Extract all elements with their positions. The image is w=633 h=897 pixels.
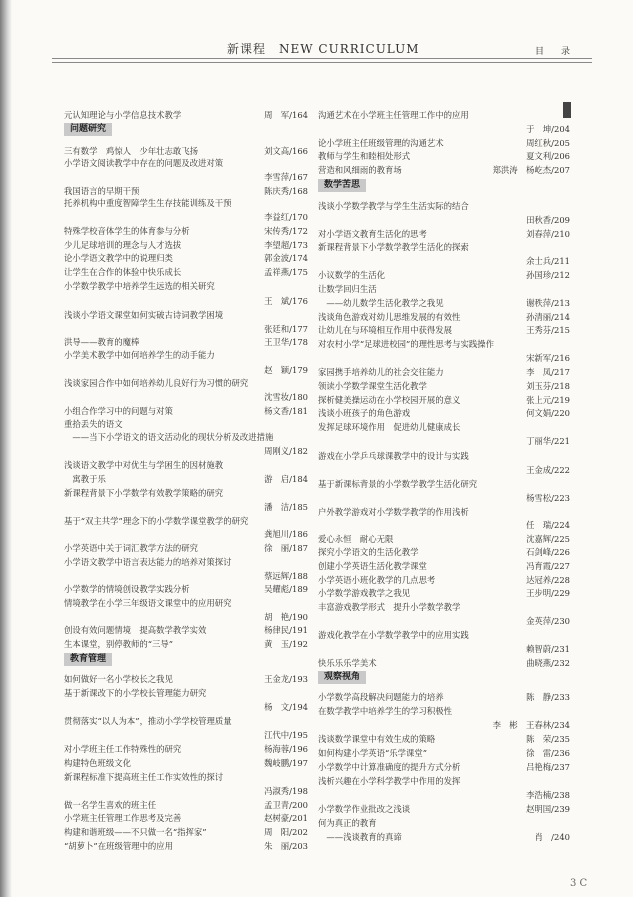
toc-entry-title: 快乐乐乐学美术: [318, 658, 377, 668]
toc-entry-author-page: 冯淑秀/198: [264, 786, 308, 796]
toc-entry-author-page: 石剑峰/226: [526, 547, 570, 557]
toc-entry-author-page: 陈 荣/235: [526, 734, 570, 744]
toc-entry-author-page: 孙国珍/212: [526, 270, 570, 280]
toc-entry-author-page: 吕艳梅/237: [526, 762, 570, 772]
page-header-title: 新课程 NEW CURRICULUM: [227, 42, 420, 56]
toc-entry-author-page: 王卫华/178: [264, 337, 308, 347]
header-rule-thin: [52, 62, 592, 63]
toc-entry-title: 小学数学的情境创设教学实践分析: [64, 584, 190, 594]
toc-entry-author-page: 田秋香/209: [526, 215, 570, 225]
toc-entry-title: 贯彻落实“以人为本”，推动小学学校管理质量: [64, 716, 232, 726]
section-heading: 观察视角: [318, 671, 366, 684]
toc-entry-author-page: 丁丽华/221: [526, 436, 570, 446]
toc-entry-author-page: 李雪萍/167: [264, 172, 308, 182]
toc-entry-author-page: 宋新军/216: [526, 353, 570, 363]
toc-entry-title: 小组合作学习中的问题与对策: [64, 406, 173, 416]
toc-entry-title: 小学数学教学中培养学生远选的相关研究: [64, 281, 215, 291]
toc-entry-author-page: 蔡远辉/188: [264, 571, 308, 581]
toc-entry-title: 营造和风细雨的教育场: [318, 165, 402, 175]
toc-entry-title: 在数学教学中培养学生的学习积极性: [318, 706, 452, 716]
toc-entry-title: 浅谈角色游戏对幼儿思维发展的有效性: [318, 312, 461, 322]
toc-entry-title: 特殊学校音体学生的体育参与分析: [64, 226, 190, 236]
toc-entry-author-page: 朱 丽/203: [264, 841, 308, 851]
toc-entry-author-page: 张廷和/177: [264, 324, 308, 334]
toc-entry-author-page: 赵 颖/179: [264, 365, 308, 375]
toc-entry-title: 小学班主任管理工作思考及完善: [64, 813, 182, 823]
toc-entry-title: 浅谈小班孩子的角色游戏: [318, 408, 411, 418]
toc-entry-title: 情境教学在小学三年级语文课堂中的应用研究: [64, 598, 232, 608]
toc-entry-title: ——浅谈教育的真谛: [318, 832, 402, 842]
toc-entry-title: 沟通艺术在小学班主任管理工作中的应用: [318, 110, 469, 120]
section-heading: 教育管理: [64, 653, 112, 666]
toc-entry-author-page: 徐 雷/236: [526, 748, 570, 758]
toc-entry-author-page: 赵树豪/201: [264, 813, 308, 823]
toc-entry-title: 小学语文教学中语言表达能力的培养对策探讨: [64, 557, 232, 567]
toc-entry-author-page: 谢秩萍/213: [526, 298, 570, 308]
toc-entry-author-page: 徐 丽/187: [264, 543, 308, 553]
binding-shadow: [0, 0, 12, 897]
toc-entry-title: 对小学班主任工作特殊性的研究: [64, 744, 182, 754]
toc-entry-title: 浅谈小学数学教学与学生生活实际的结合: [318, 201, 469, 211]
toc-entry-title: 我国语言的早期干预: [64, 186, 140, 196]
toc-entry-author-page: 孟祥燕/175: [264, 267, 308, 277]
toc-entry-title: 对小学语文教育生活化的思考: [318, 229, 427, 239]
toc-entry-title: 领读小学数学课堂生活化教学: [318, 381, 427, 391]
toc-entry-title: 创建小学英语生活化教学课堂: [318, 561, 427, 571]
toc-entry-title: ——当下小学语文的语文活动化的现状分析及改进措施: [64, 432, 274, 442]
toc-entry-title: 让数学回归生活: [318, 284, 377, 294]
toc-entry-title: 寓教于乐: [64, 474, 106, 484]
toc-entry-title: 基于“双主共学”理念下的小学数学课堂教学的研究: [64, 516, 249, 526]
toc-entry-author-page: 周 阳/202: [264, 827, 308, 837]
toc-entry-title: 让学生在合作的体验中快乐成长: [64, 267, 182, 277]
toc-entry-author-page: 杨 文/194: [264, 702, 308, 712]
toc-entry-author-page: 孟卫青/200: [264, 800, 308, 810]
toc-entry-title: 少儿足球培训的理念与人才选拔: [64, 240, 182, 250]
toc-entry-author-page: 李浩楠/238: [526, 790, 570, 800]
toc-entry-title: 丰富游戏教学形式 提升小学数学教学: [318, 602, 461, 612]
page-corner-mark: 3 C: [570, 878, 588, 889]
toc-entry-author-page: 江代中/195: [264, 730, 308, 740]
toc-entry-title: ——幼儿数学生活化教学之我见: [318, 298, 444, 308]
toc-entry-title: 重拾丢失的语文: [64, 419, 123, 429]
toc-entry-author-page: 曲晓燕/232: [526, 658, 570, 668]
toc-entry-author-page: 肖 /240: [534, 832, 570, 842]
toc-entry-author-page: 潘 洁/185: [264, 502, 308, 512]
toc-entry-title: 户外教学游戏对小学数学教学的作用浅析: [318, 507, 469, 517]
toc-entry-author-page: 余士兵/211: [526, 256, 570, 266]
toc-entry-author-page: 黄 玉/192: [264, 639, 308, 649]
toc-entry-author-page: 郭金波/174: [264, 253, 308, 263]
toc-entry-author-page: 陈 静/233: [526, 692, 570, 702]
toc-entry-title: 家园携手培养幼儿的社会交往能力: [318, 367, 444, 377]
toc-entry-title: 三有数学 鸡惊人 少年壮志敢飞扬: [64, 146, 198, 156]
toc-entry-title: 小学语文阅读教学中存在的问题及改进对策: [64, 158, 224, 168]
toc-entry-title: 浅析兴趣在小学科学教学中作用的发挥: [318, 776, 461, 786]
toc-entry-author-page: 沈雪妆/180: [264, 392, 308, 402]
toc-entry-author-page: 达冠养/228: [526, 575, 570, 585]
toc-entry-title: 浅谈家园合作中如何培养幼儿良好行为习惯的研究: [64, 378, 249, 388]
toc-entry-author-page: 夏文利/206: [526, 151, 570, 161]
toc-entry-author-page: 杨律民/191: [264, 625, 308, 635]
toc-entry-title: 小学数学高段解决问题能力的培养: [318, 692, 444, 702]
toc-entry-title: 基于新课标背景的小学数学教学生活化研究: [318, 479, 478, 489]
toc-entry-title: 小学英语中关于词汇教学方法的研究: [64, 543, 198, 553]
toc-entry-author-page: 郑洪涛 杨屹杰/207: [492, 165, 570, 175]
toc-entry-title: 构建特色班级文化: [64, 758, 131, 768]
toc-entry-author-page: 王步明/229: [526, 588, 570, 598]
toc-entry-title: 构建和谐班级——不只做一名“指挥家”: [64, 827, 207, 837]
section-heading: 问题研究: [64, 123, 112, 136]
toc-entry-author-page: 游 启/184: [264, 474, 308, 484]
toc-entry-title: 浅谈语文教学中对优生与学困生的因材施教: [64, 460, 224, 470]
toc-entry-author-page: 冯育霞/227: [526, 561, 570, 571]
toc-entry-title: 教师与学生和睦相处形式: [318, 151, 411, 161]
toc-entry-title: 新课程标准下提高班主任工作实效性的探讨: [64, 772, 224, 782]
toc-entry-title: 做一名学生喜欢的班主任: [64, 800, 157, 810]
toc-entry-title: 探究小学语文的生活化教学: [318, 547, 419, 557]
toc-entry-author-page: 陈庆秀/168: [264, 186, 308, 196]
toc-entry-author-page: 沈嘉辉/225: [526, 534, 570, 544]
toc-entry-author-page: 胡 艳/190: [264, 612, 308, 622]
toc-entry-author-page: 李 凤/217: [526, 367, 570, 377]
toc-entry-title: 如何构建小学英语“乐学课堂”: [318, 748, 428, 758]
toc-entry-author-page: 张上元/219: [526, 395, 570, 405]
toc-entry-title: 小学美术教学中如何培养学生的动手能力: [64, 350, 215, 360]
toc-entry-title: 洪导——教育的魔棒: [64, 337, 140, 347]
toc-entry-author-page: 孙清丽/214: [526, 312, 570, 322]
toc-entry-title: 爱心永恒 耐心无限: [318, 534, 394, 544]
toc-entry-author-page: 何文娟/220: [526, 408, 570, 418]
toc-entry-author-page: 周刚义/182: [264, 446, 308, 456]
column-marker: [563, 102, 571, 118]
toc-entry-title: 基于新课改下的小学校长管理能力研究: [64, 688, 207, 698]
toc-entry-author-page: 赖智蔚/231: [526, 644, 570, 654]
toc-entry-title: 元认知理论与小学信息技术教学: [64, 110, 182, 120]
toc-entry-title: 让幼儿在与环境相互作用中获得发展: [318, 325, 452, 335]
toc-entry-author-page: 周红秋/205: [526, 138, 570, 148]
toc-entry-title: 探析健美操运动在小学校园开展的意义: [318, 395, 461, 405]
toc-entry-author-page: 刘玉芬/218: [526, 381, 570, 391]
toc-entry-title: “胡萝卜”在班级管理中的应用: [64, 841, 174, 851]
section-heading: 数学苦思: [318, 179, 366, 192]
toc-entry-author-page: 赵明国/239: [526, 804, 570, 814]
toc-entry-author-page: 杨海蓉/196: [264, 744, 308, 754]
toc-entry-author-page: 魏岐鹏/197: [264, 758, 308, 768]
toc-entry-author-page: 王金龙/193: [264, 674, 308, 684]
toc-entry-title: 新课程背景下小学数学教学生活化的探索: [318, 242, 469, 252]
toc-entry-author-page: 宋传秀/172: [264, 226, 308, 236]
toc-entry-author-page: 李益红/170: [264, 212, 308, 222]
toc-entry-author-page: 杨文香/181: [264, 406, 308, 416]
toc-entry-author-page: 王秀芬/215: [526, 325, 570, 335]
toc-entry-author-page: 李望超/173: [264, 240, 308, 250]
toc-entry-title: 如何做好一名小学校长之我见: [64, 674, 173, 684]
toc-entry-title: 生本课堂，别停教师的“三导”: [64, 639, 174, 649]
toc-entry-title: 论小学语文教学中的说理归类: [64, 253, 173, 263]
toc-entry-title: 小学数学游戏教学之我见: [318, 588, 411, 598]
header-rule: [52, 58, 592, 59]
toc-entry-title: 小学数学作业批改之浅谈: [318, 804, 411, 814]
toc-entry-author-page: 王金成/222: [526, 465, 570, 475]
toc-entry-title: 游戏在小学乒乓球课教学中的设计与实践: [318, 451, 469, 461]
toc-entry-author-page: 周 军/164: [264, 110, 308, 120]
toc-entry-title: 浅谈小学语文课堂如何实破古诗词教学困境: [64, 310, 224, 320]
toc-entry-title: 浅谈数学课堂中有效生成的策略: [318, 734, 436, 744]
toc-entry-author-page: 吴耀彪/189: [264, 584, 308, 594]
toc-entry-title: 小学英语小班化教学的几点思考: [318, 575, 436, 585]
toc-entry-title: 创设有效问题情境 提高数学教学实效: [64, 625, 207, 635]
toc-entry-author-page: 刘春萍/210: [526, 229, 570, 239]
toc-entry-title: 托养机构中重度智障学生生存技能训练及干预: [64, 198, 232, 208]
toc-entry-author-page: 李 彬 王春林/234: [492, 720, 570, 730]
toc-entry-author-page: 王 斌/176: [264, 296, 308, 306]
toc-entry-author-page: 任 瑞/224: [526, 520, 570, 530]
toc-entry-author-page: 刘文高/166: [264, 146, 308, 156]
toc-entry-title: 发挥足球环境作用 促进幼儿健康成长: [318, 422, 461, 432]
toc-entry-title: 新课程背景下小学数学有效教学策略的研究: [64, 488, 224, 498]
toc-entry-title: 何为真正的教育: [318, 818, 377, 828]
toc-entry-title: 游戏化教学在小学数学教学中的应用实践: [318, 630, 469, 640]
toc-entry-author-page: 龚旭川/186: [264, 529, 308, 539]
toc-entry-author-page: 杨雪松/223: [526, 493, 570, 503]
toc-entry-title: 小议数学的生活化: [318, 270, 385, 280]
toc-entry-title: 小学数学中计算准确度的提升方式分析: [318, 762, 461, 772]
toc-entry-title: 论小学班主任班级管理的沟通艺术: [318, 138, 444, 148]
toc-entry-title: 对农村小学“足球进校园”的理性思考与实践操作: [318, 339, 495, 349]
toc-entry-author-page: 于 坤/204: [526, 124, 570, 134]
page-header-section: 目 录: [535, 47, 575, 57]
toc-entry-author-page: 金英萍/230: [526, 616, 570, 626]
